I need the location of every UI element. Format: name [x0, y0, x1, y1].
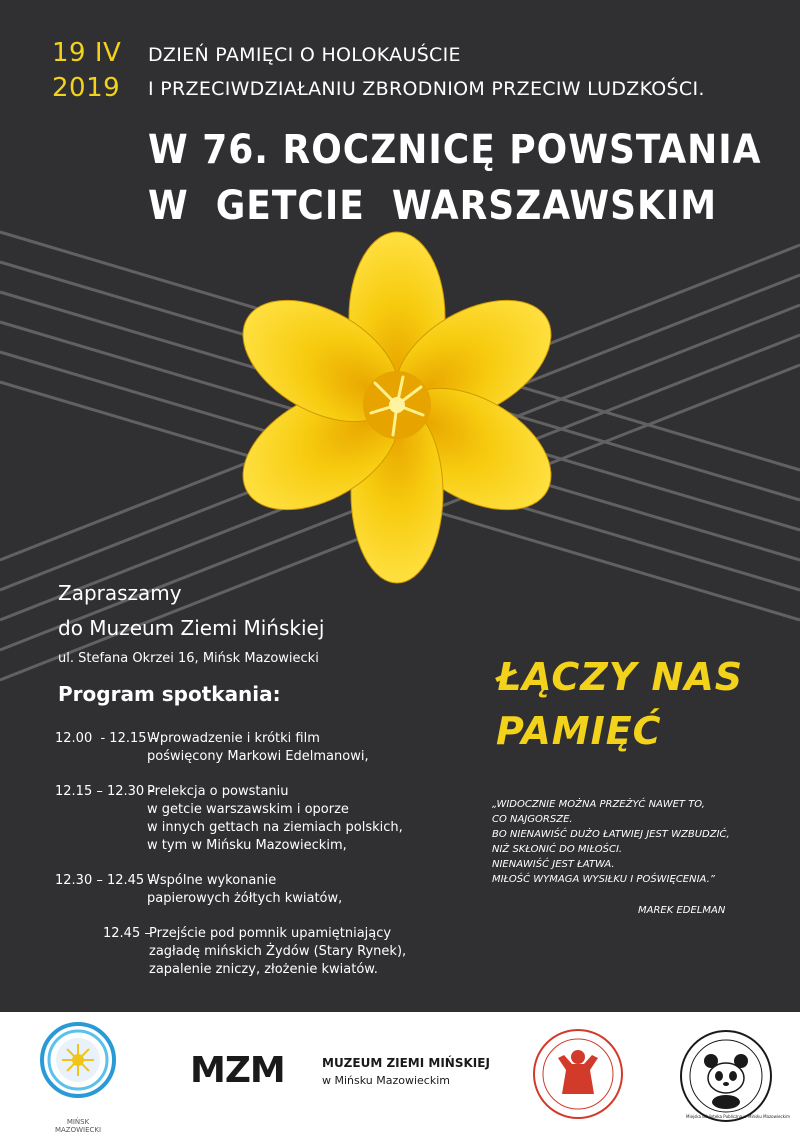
quote-line: „WIDOCZNIE MOŻNA PRZEŻYĆ NAWET TO,	[492, 799, 705, 810]
museum-name: MUZEUM ZIEMI MIŃSKIEJ	[322, 1056, 490, 1070]
program-text: Prelekcja o powstaniu	[147, 784, 289, 799]
motto	[496, 650, 743, 758]
program-text: poświęcony Markowi Edelmanowi,	[147, 749, 369, 764]
program-time: 12.15 – 12.30 –	[55, 784, 155, 799]
program-title: Program spotkania:	[58, 682, 281, 706]
program-text: zagładę mińskich Żydów (Stary Rynek),	[149, 944, 407, 959]
program-time: 12.45 –	[103, 926, 151, 941]
headline-title	[148, 122, 762, 234]
school-emblem-icon	[528, 1024, 628, 1124]
program-text: w getcie warszawskim i oporze	[147, 802, 349, 817]
quote-line: NIENAWIŚĆ JEST ŁATWA.	[492, 859, 615, 870]
minsk-emblem-icon	[38, 1020, 118, 1100]
quote	[492, 797, 772, 887]
program-list	[55, 730, 475, 996]
program-time: 12.00 - 12.15 –	[55, 731, 158, 746]
program-item	[55, 872, 475, 908]
program-text: w innych gettach na ziemiach polskich,	[147, 820, 403, 835]
invite-line-2: do Muzeum Ziemi Mińskiej	[58, 616, 325, 640]
program-text: papierowych żółtych kwiatów,	[147, 891, 343, 906]
minsk-logo-text: MAZOWIECKI	[54, 1126, 102, 1134]
quote-line: MIŁOŚĆ WYMAGA WYSIŁKU I POŚWIĘCENIA.”	[492, 874, 715, 885]
program-text: w tym w Mińsku Mazowieckim,	[147, 838, 347, 853]
date-day: 19 IV	[52, 38, 122, 68]
invitation	[58, 576, 324, 646]
title-line-1: W 76. ROCZNICĘ POWSTANIA	[148, 127, 762, 173]
program-item	[55, 925, 475, 979]
quote-line: BO NIENAWIŚĆ DUŻO ŁATWIEJ JEST WZBUDZIĆ,	[492, 829, 730, 840]
headline-subtitle	[148, 38, 705, 106]
museum-logo	[190, 1052, 520, 1092]
quote-line: NIŻ SKŁONIĆ DO MIŁOŚCI.	[492, 844, 623, 855]
program-text: zapalenie zniczy, złożenie kwiatów.	[149, 962, 378, 977]
address: ul. Stefana Okrzei 16, Mińsk Mazowiecki	[58, 651, 319, 666]
museum-city: w Mińsku Mazowieckim	[322, 1074, 450, 1087]
museum-mark: MZM	[190, 1050, 285, 1091]
minsk-logo	[38, 1020, 118, 1134]
program-item	[55, 783, 475, 855]
program-text: Przejście pod pomnik upamiętniający	[149, 926, 392, 941]
motto-line-1: ŁĄCZY NAS	[496, 655, 744, 699]
program-text: Wprowadzenie i krótki film	[147, 731, 320, 746]
footer-logos	[0, 1012, 800, 1137]
program-item	[55, 730, 475, 766]
quote-line: CO NAJGORSZE.	[492, 814, 573, 825]
title-line-2: W GETCIE WARSZAWSKIM	[148, 183, 718, 229]
quote-author: MAREK EDELMAN	[638, 905, 726, 916]
library-logo-text: Miejska Biblioteka Publiczna w Mińsku Mazowieckim	[686, 1114, 790, 1119]
library-logo	[676, 1026, 790, 1126]
panda-icon	[676, 1026, 790, 1126]
subtitle-line-2: I PRZECIWDZIAŁANIU ZBRODNIOM PRZECIW LUDZKOŚCI.	[148, 78, 705, 100]
subtitle-line-1: DZIEŃ PAMIĘCI O HOLOKAUŚCIE	[148, 44, 461, 66]
program-time: 12.30 – 12.45 –	[55, 873, 155, 888]
event-date	[52, 36, 121, 106]
date-year: 2019	[52, 73, 121, 103]
invite-line-1: Zapraszamy	[58, 581, 182, 605]
school-logo	[528, 1024, 628, 1124]
minsk-logo-text: MIŃSK	[66, 1118, 90, 1126]
yellow-flower-icon	[225, 245, 570, 585]
motto-line-2: PAMIĘĆ	[496, 709, 662, 753]
program-text: Wspólne wykonanie	[147, 873, 277, 888]
